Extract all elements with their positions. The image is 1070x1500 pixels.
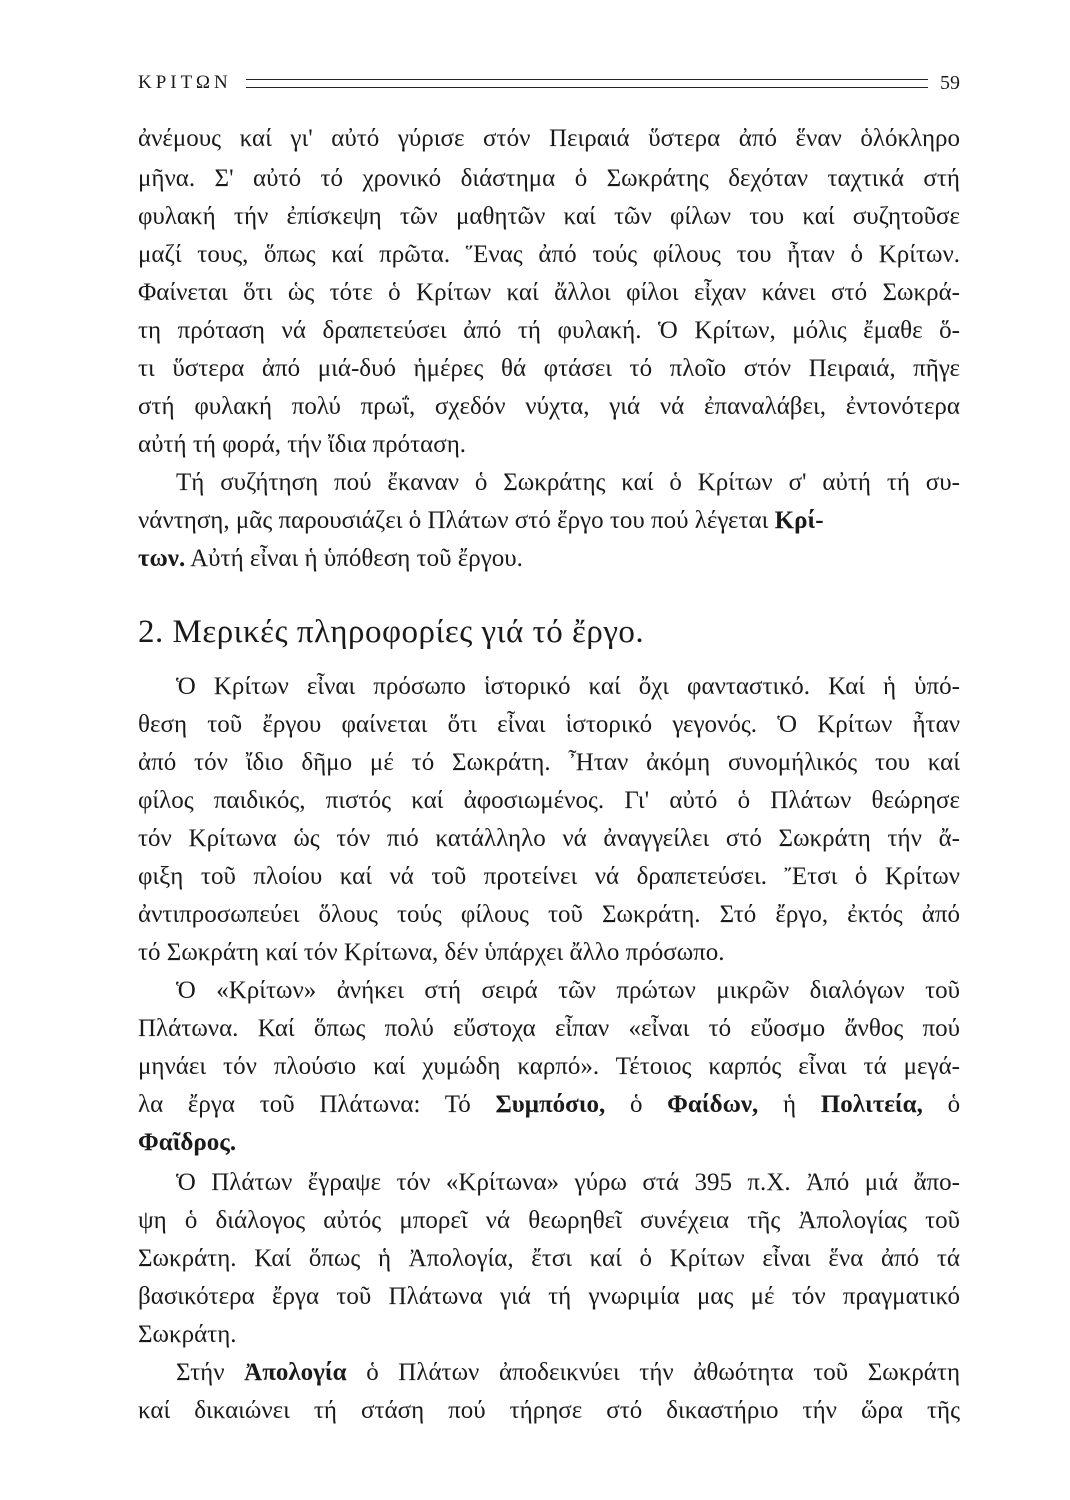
text-line: φυλακή τήν ἐπίσκεψη τῶν μαθητῶν καί τῶν φίλων του καί συζητοῦσε	[138, 203, 960, 230]
running-head	[138, 68, 960, 98]
text-line: τι ὕστερα ἀπό μιά-δυό ἡμέρες θά φτάσει τό πλοῖο στόν Πειραιά, πῆγε	[138, 355, 960, 382]
text-line: των. Αὐτή εἶναι ἡ ὑπόθεση τοῦ ἔργου.	[138, 545, 523, 572]
text-line	[138, 1128, 960, 1158]
text-line: λα ἔργα τοῦ Πλάτωνα: Τό Συμπόσιο, ὁ Φαίδων, ἡ Πολιτεία, ὁ	[138, 1091, 961, 1118]
work-title-faidon: Φαίδων,	[667, 1091, 759, 1118]
text-line: μαζί τους, ὅπως καί πρῶτα. Ἕνας ἀπό τούς φίλους του ἦταν ὁ Κρίτων.	[138, 241, 960, 268]
text-line: θεση τοῦ ἔργου φαίνεται ὅτι εἶναι ἱστορικό γεγονός. Ὁ Κρίτων ἦταν	[138, 711, 960, 738]
text-line: φίλος παιδικός, πιστός καί ἀφοσιωμένος. Γι' αὐτό ὁ Πλάτων θεώρησε	[138, 787, 960, 814]
text-line: ἀνέμους καί γι' αὐτό γύρισε στόν Πειραιά ὕστερα ἀπό ἕναν ὁλόκληρο	[138, 125, 960, 152]
text-line: τόν Κρίτωνα ὡς τόν πιό κατάλληλο νά ἀναγγείλει στό Σωκράτη τήν ἄ-	[138, 825, 960, 852]
work-title-politeia: Πολιτεία,	[820, 1091, 923, 1118]
paragraph-first-line: Τή συζήτηση πού ἔκαναν ὁ Σωκράτης καί ὁ Κρίτων σ' αὐτή τή συ-	[176, 469, 960, 496]
text-line: αὐτή τή φορά, τήν ἴδια πρόταση.	[138, 431, 467, 458]
text-line: φιξη τοῦ πλοίου καί νά τοῦ προτείνει νά δραπετεύσει. Ἔτσι ὁ Κρίτων	[138, 863, 960, 890]
text-line: μῆνα. Σ' αὐτό τό χρονικό διάστημα ὁ Σωκράτης δεχόταν ταχτικά στή	[138, 165, 960, 192]
text-line: τό Σωκράτη καί τόν Κρίτωνα, δέν ὑπάρχει ἄλλο πρόσωπο.	[138, 939, 725, 966]
paragraph-first-line: Ὁ «Κρίτων» ἀνήκει στή σειρά τῶν πρώτων μικρῶν διαλόγων τοῦ	[176, 977, 960, 1004]
section-heading: 2. Μερικές πληροφορίες γιά τό ἔργο.	[138, 614, 645, 650]
text-line: μηνάει τόν πλούσιο καί χυμώδη καρπό». Τέτοιος καρπός εἶναι τά μεγά-	[138, 1053, 960, 1080]
work-title-apologia: Ἀπολογία	[244, 1359, 347, 1386]
page-number: 59	[940, 71, 960, 94]
text-line: Σωκράτη.	[138, 1321, 237, 1348]
text-line: Πλάτωνα. Καί ὅπως πολύ εὔστοχα εἶπαν «εἶναι τό εὔοσμο ἄνθος πού	[138, 1015, 960, 1042]
text-line: στή φυλακή πολύ πρωΐ, σχεδόν νύχτα, γιά νά ἐπαναλάβει, ἐντονότερα	[138, 393, 960, 420]
text-line: ἀπό τόν ἴδιο δῆμο μέ τό Σωκράτη. Ἦταν ἀκόμη συνομήλικός του καί	[138, 749, 960, 776]
header-rule	[246, 79, 928, 88]
text-line: Φαίνεται ὅτι ὡς τότε ὁ Κρίτων καί ἄλλοι φίλοι εἶχαν κάνει στό Σωκρά-	[138, 279, 960, 306]
text-line: ἀντιπροσωπεύει ὅλους τούς φίλους τοῦ Σωκράτη. Στό ἔργο, ἐκτός ἀπό	[138, 901, 960, 928]
paragraph-first-line: Ὁ Πλάτων ἔγραψε τόν «Κρίτωνα» γύρω στά 395 π.Χ. Ἀπό μιά ἄπο-	[176, 1169, 960, 1196]
work-title-kriton: Κρί-	[774, 507, 824, 534]
text-line: Σωκράτη. Καί ὅπως ἡ Ἀπολογία, ἔτσι καί ὁ Κρίτων εἶναι ἕνα ἀπό τά	[138, 1245, 960, 1272]
text-line: βασικότερα ἔργα τοῦ Πλάτωνα γιά τή γνωριμία μας μέ τόν πραγματικό	[138, 1283, 960, 1310]
work-title-symposio: Συμπόσιο,	[495, 1091, 606, 1118]
work-title-faidros: Φαῖδρος.	[138, 1129, 237, 1156]
paragraph-first-line: Ὁ Κρίτων εἶναι πρόσωπο ἱστορικό καί ὄχι φανταστικό. Καί ἡ ὑπό-	[176, 673, 960, 700]
text-line: τη πρόταση νά δραπετεύσει ἀπό τή φυλακή. Ὁ Κρίτων, μόλις ἔμαθε ὅ-	[138, 317, 960, 344]
paragraph-first-line: Στήν Ἀπολογία ὁ Πλάτων ἀποδεικνύει τήν ἀθωότητα τοῦ Σωκράτη	[176, 1359, 961, 1386]
text-line: νάντηση, μᾶς παρουσιάζει ὁ Πλάτων στό ἔργο του πού λέγεται Κρί-	[138, 507, 824, 534]
work-title-kriton-cont: των.	[138, 545, 186, 572]
text-line: ψη ὁ διάλογος αὐτός μπορεῖ νά θεωρηθεῖ συνέχεια τῆς Ἀπολογίας τοῦ	[138, 1207, 960, 1234]
running-title: ΚΡΙΤΩΝ	[138, 72, 232, 93]
text-line: καί δικαιώνει τή στάση πού τήρησε στό δικαστήριο τήν ὥρα τῆς	[138, 1397, 960, 1424]
